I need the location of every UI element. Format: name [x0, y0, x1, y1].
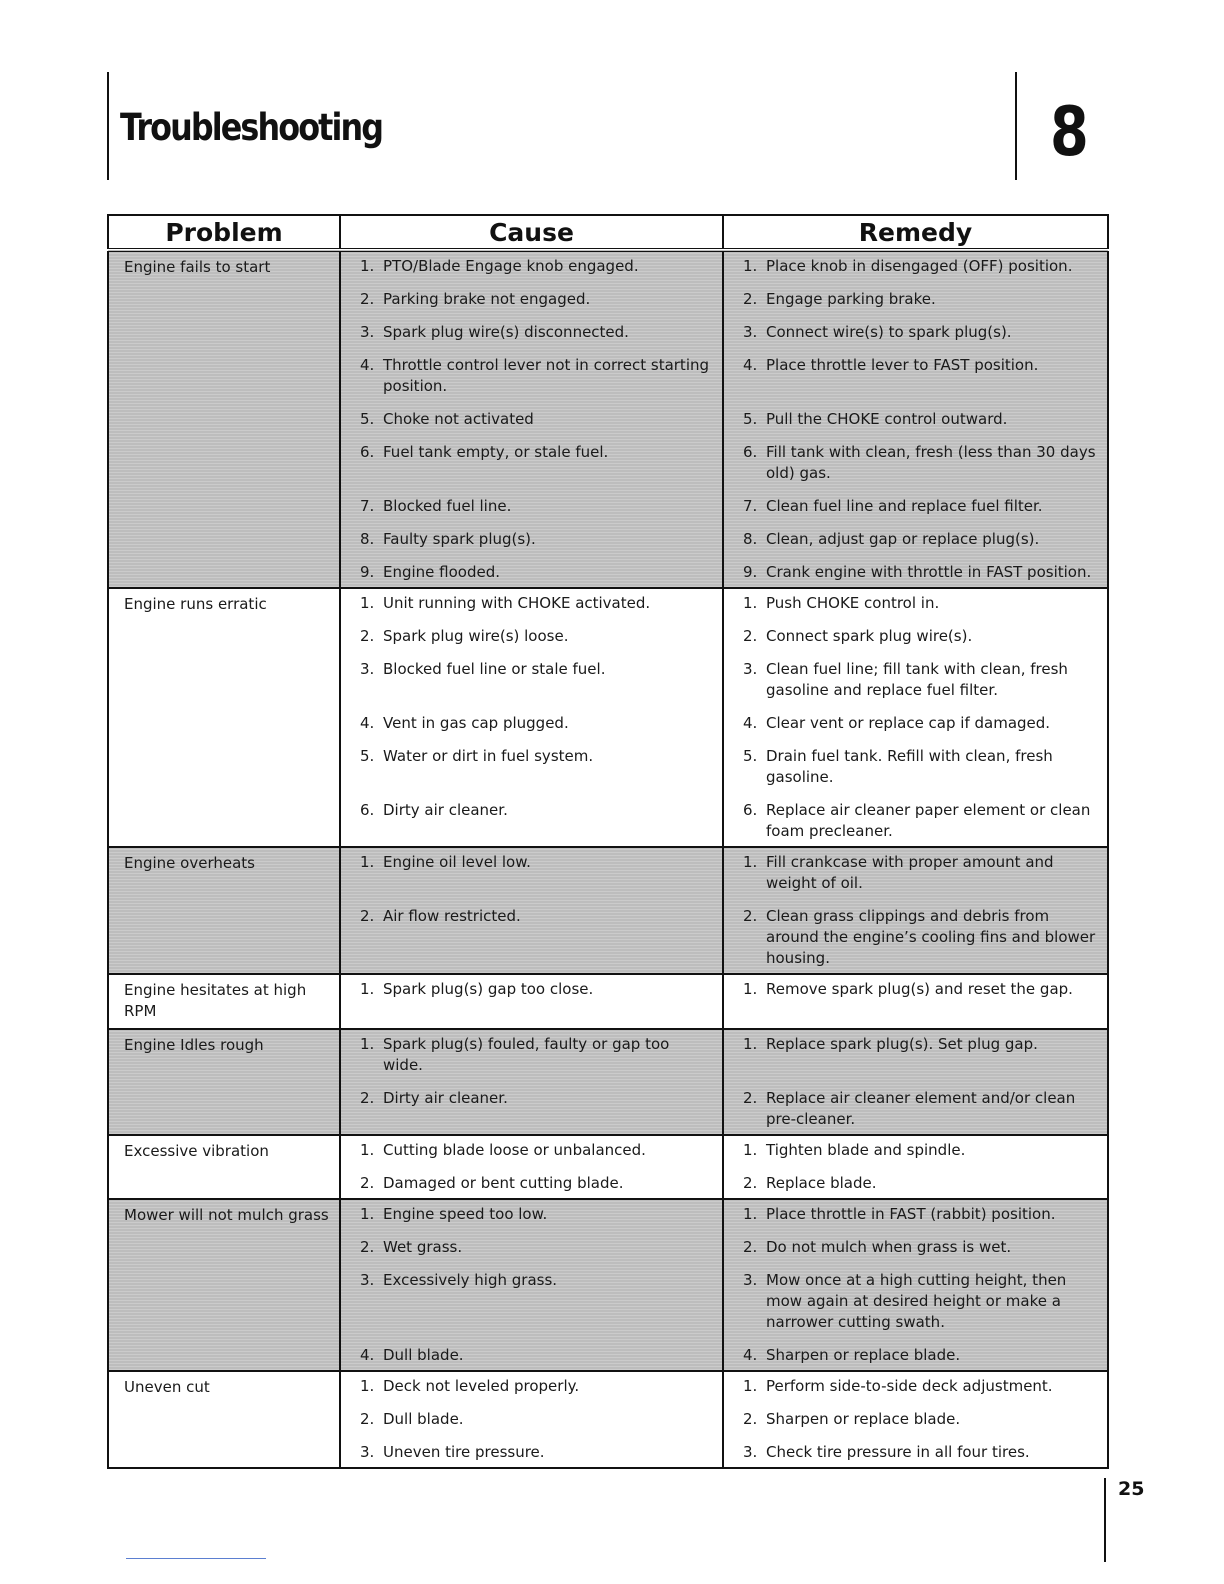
item-number: 1. — [743, 1377, 758, 1395]
cause-item — [360, 1442, 712, 1463]
problem-cell — [108, 1135, 340, 1199]
item-number: 1. — [743, 1205, 758, 1223]
problem-text: Engine hesitates at high RPM — [124, 981, 307, 1020]
remedy-text: Clean, adjust gap or replace plug(s). — [766, 530, 1040, 548]
remedy-cell — [723, 1199, 1108, 1371]
item-number: 1. — [743, 980, 758, 998]
cause-item — [360, 1409, 712, 1430]
remedy-item — [743, 1140, 1097, 1161]
remedy-list — [724, 975, 1107, 1004]
item-number: 2. — [360, 1410, 375, 1428]
item-number: 3. — [743, 660, 758, 678]
item-number: 1. — [743, 594, 758, 612]
remedy-list — [724, 1372, 1107, 1467]
item-number: 6. — [743, 443, 758, 461]
remedy-item — [743, 800, 1097, 842]
remedy-text: Place throttle in FAST (rabbit) position. — [766, 1205, 1056, 1223]
column-header-remedy: Remedy — [723, 215, 1108, 250]
problem-cell — [108, 847, 340, 974]
item-number: 2. — [743, 1410, 758, 1428]
item-number: 7. — [360, 497, 375, 515]
remedy-text: Drain fuel tank. Refill with clean, fresh gasoline. — [766, 747, 1053, 786]
remedy-item — [743, 593, 1097, 614]
problem-cell — [108, 588, 340, 847]
cause-list — [341, 1030, 722, 1134]
cause-cell — [340, 1199, 723, 1371]
remedy-item — [743, 1173, 1097, 1194]
remedy-text: Clean fuel line; fill tank with clean, fresh gasoline and replace fuel filter. — [766, 660, 1068, 699]
remedy-text: Replace spark plug(s). Set plug gap. — [766, 1035, 1038, 1053]
cause-item — [360, 289, 712, 310]
table-row — [108, 1199, 1108, 1371]
remedy-text: Mow once at a high cutting height, then mow again at desired height or make a narrower cutting swath. — [766, 1271, 1067, 1331]
table-body — [108, 250, 1108, 1468]
remedy-text: Clean grass clippings and debris from around the engine’s cooling fins and blower housing. — [766, 907, 1096, 967]
remedy-text: Clean fuel line and replace fuel filter. — [766, 497, 1043, 515]
cause-list — [341, 589, 722, 846]
cause-item — [360, 355, 712, 397]
cause-item — [360, 529, 712, 550]
item-number: 3. — [743, 1271, 758, 1289]
cause-text: Engine oil level low. — [383, 853, 531, 871]
cause-text: Spark plug wire(s) loose. — [383, 627, 569, 645]
cause-item — [360, 979, 712, 1000]
cause-item — [360, 1140, 712, 1161]
cause-text: Blocked fuel line. — [383, 497, 512, 515]
remedy-cell — [723, 588, 1108, 847]
remedy-item — [743, 562, 1097, 583]
troubleshooting-table — [107, 214, 1109, 1469]
item-number: 3. — [360, 323, 375, 341]
remedy-item — [743, 626, 1097, 647]
remedy-item — [743, 1034, 1097, 1076]
remedy-text: Fill tank with clean, fresh (less than 30 days old) gas. — [766, 443, 1096, 482]
remedy-cell — [723, 974, 1108, 1029]
problem-cell — [108, 1371, 340, 1468]
item-number: 1. — [743, 853, 758, 871]
cause-text: Uneven tire pressure. — [383, 1443, 545, 1461]
cause-item — [360, 713, 712, 734]
item-number: 1. — [360, 1377, 375, 1395]
problem-cell — [108, 250, 340, 588]
remedy-text: Connect wire(s) to spark plug(s). — [766, 323, 1012, 341]
remedy-item — [743, 659, 1097, 701]
item-number: 2. — [743, 1174, 758, 1192]
remedy-text: Place knob in disengaged (OFF) position. — [766, 257, 1073, 275]
problem-cell — [108, 1029, 340, 1135]
item-number: 2. — [360, 1174, 375, 1192]
cause-text: Spark plug wire(s) disconnected. — [383, 323, 629, 341]
item-number: 4. — [743, 356, 758, 374]
item-number: 9. — [743, 563, 758, 581]
item-number: 8. — [360, 530, 375, 548]
item-number: 4. — [743, 714, 758, 732]
item-number: 1. — [360, 1205, 375, 1223]
remedy-item — [743, 1442, 1097, 1463]
footer-line — [126, 1558, 266, 1559]
item-number: 1. — [360, 1035, 375, 1053]
cause-cell — [340, 847, 723, 974]
cause-text: Unit running with CHOKE activated. — [383, 594, 651, 612]
item-number: 2. — [743, 627, 758, 645]
remedy-list — [724, 252, 1107, 587]
cause-text: Dirty air cleaner. — [383, 801, 508, 819]
item-number: 1. — [360, 594, 375, 612]
table-row — [108, 250, 1108, 588]
remedy-text: Fill crankcase with proper amount and weight of oil. — [766, 853, 1054, 892]
remedy-item — [743, 1088, 1097, 1130]
cause-cell — [340, 974, 723, 1029]
table-header-row — [108, 215, 1108, 250]
cause-list — [341, 848, 722, 973]
item-number: 3. — [360, 1443, 375, 1461]
cause-text: Wet grass. — [383, 1238, 463, 1256]
cause-item — [360, 1173, 712, 1194]
remedy-item — [743, 1270, 1097, 1333]
remedy-text: Sharpen or replace blade. — [766, 1346, 961, 1364]
remedy-text: Check tire pressure in all four tires. — [766, 1443, 1030, 1461]
chapter-number: 8 — [1050, 93, 1089, 172]
remedy-cell — [723, 1029, 1108, 1135]
remedy-item — [743, 289, 1097, 310]
cause-item — [360, 1237, 712, 1258]
item-number: 9. — [360, 563, 375, 581]
item-number: 1. — [360, 980, 375, 998]
remedy-list — [724, 1136, 1107, 1198]
problem-text: Engine overheats — [124, 854, 255, 872]
remedy-item — [743, 852, 1097, 894]
item-number: 4. — [360, 356, 375, 374]
remedy-item — [743, 746, 1097, 788]
item-number: 2. — [360, 290, 375, 308]
cause-text: Vent in gas cap plugged. — [383, 714, 569, 732]
cause-text: Air flow restricted. — [383, 907, 521, 925]
cause-item — [360, 562, 712, 583]
cause-cell — [340, 1371, 723, 1468]
item-number: 4. — [360, 1346, 375, 1364]
remedy-item — [743, 1376, 1097, 1397]
remedy-text: Pull the CHOKE control outward. — [766, 410, 1008, 428]
problem-cell — [108, 1199, 340, 1371]
cause-cell — [340, 1135, 723, 1199]
remedy-cell — [723, 847, 1108, 974]
item-number: 2. — [360, 1238, 375, 1256]
cause-text: Dull blade. — [383, 1410, 464, 1428]
table-row — [108, 1029, 1108, 1135]
remedy-text: Sharpen or replace blade. — [766, 1410, 961, 1428]
item-number: 2. — [743, 290, 758, 308]
cause-item — [360, 1270, 712, 1333]
remedy-text: Push CHOKE control in. — [766, 594, 940, 612]
remedy-item — [743, 442, 1097, 484]
table-row — [108, 847, 1108, 974]
item-number: 3. — [743, 323, 758, 341]
cause-item — [360, 496, 712, 517]
problem-text: Engine Idles rough — [124, 1036, 264, 1054]
remedy-item — [743, 713, 1097, 734]
remedy-item — [743, 322, 1097, 343]
cause-text: Dirty air cleaner. — [383, 1089, 508, 1107]
remedy-item — [743, 409, 1097, 430]
remedy-item — [743, 496, 1097, 517]
cause-text: Spark plug(s) fouled, faulty or gap too wide. — [383, 1035, 670, 1074]
page-number-rule — [1104, 1478, 1106, 1562]
table-row — [108, 588, 1108, 847]
remedy-text: Connect spark plug wire(s). — [766, 627, 973, 645]
cause-text: Excessively high grass. — [383, 1271, 558, 1289]
cause-item — [360, 409, 712, 430]
cause-item — [360, 322, 712, 343]
item-number: 3. — [360, 1271, 375, 1289]
item-number: 2. — [360, 907, 375, 925]
cause-text: Water or dirt in fuel system. — [383, 747, 594, 765]
cause-list — [341, 252, 722, 587]
table-row — [108, 1135, 1108, 1199]
item-number: 5. — [360, 747, 375, 765]
cause-item — [360, 442, 712, 484]
remedy-list — [724, 1200, 1107, 1370]
cause-text: Engine flooded. — [383, 563, 501, 581]
item-number: 1. — [360, 1141, 375, 1159]
cause-text: Blocked fuel line or stale fuel. — [383, 660, 606, 678]
cause-list — [341, 1372, 722, 1467]
cause-list — [341, 1136, 722, 1198]
cause-list — [341, 1200, 722, 1370]
problem-text: Uneven cut — [124, 1378, 210, 1396]
remedy-text: Crank engine with throttle in FAST position. — [766, 563, 1092, 581]
item-number: 2. — [360, 1089, 375, 1107]
item-number: 5. — [360, 410, 375, 428]
page-title: Troubleshooting — [120, 106, 383, 149]
remedy-text: Clear vent or replace cap if damaged. — [766, 714, 1051, 732]
item-number: 8. — [743, 530, 758, 548]
remedy-text: Replace air cleaner element and/or clean pre-cleaner. — [766, 1089, 1076, 1128]
remedy-text: Engage parking brake. — [766, 290, 936, 308]
item-number: 2. — [360, 627, 375, 645]
item-number: 5. — [743, 747, 758, 765]
remedy-item — [743, 256, 1097, 277]
cause-item — [360, 800, 712, 842]
cause-item — [360, 256, 712, 277]
item-number: 6. — [360, 443, 375, 461]
item-number: 2. — [743, 1089, 758, 1107]
cause-item — [360, 659, 712, 701]
item-number: 7. — [743, 497, 758, 515]
remedy-list — [724, 848, 1107, 973]
remedy-text: Perform side-to-side deck adjustment. — [766, 1377, 1053, 1395]
remedy-item — [743, 1204, 1097, 1225]
cause-item — [360, 746, 712, 788]
item-number: 3. — [743, 1443, 758, 1461]
cause-cell — [340, 1029, 723, 1135]
cause-item — [360, 1345, 712, 1366]
remedy-item — [743, 979, 1097, 1000]
problem-text: Engine fails to start — [124, 258, 271, 276]
item-number: 1. — [360, 853, 375, 871]
cause-text: Engine speed too low. — [383, 1205, 548, 1223]
cause-item — [360, 1088, 712, 1130]
item-number: 5. — [743, 410, 758, 428]
cause-cell — [340, 588, 723, 847]
cause-item — [360, 1376, 712, 1397]
item-number: 1. — [743, 1141, 758, 1159]
cause-item — [360, 906, 712, 969]
item-number: 2. — [743, 1238, 758, 1256]
problem-text: Engine runs erratic — [124, 595, 267, 613]
cause-text: Damaged or bent cutting blade. — [383, 1174, 624, 1192]
remedy-cell — [723, 250, 1108, 588]
remedy-item — [743, 906, 1097, 969]
cause-item — [360, 1204, 712, 1225]
remedy-item — [743, 1409, 1097, 1430]
table-row — [108, 1371, 1108, 1468]
page-number: 25 — [1118, 1478, 1145, 1500]
remedy-text: Place throttle lever to FAST position. — [766, 356, 1039, 374]
cause-text: Deck not leveled properly. — [383, 1377, 580, 1395]
problem-text: Excessive vibration — [124, 1142, 269, 1160]
remedy-text: Do not mulch when grass is wet. — [766, 1238, 1012, 1256]
cause-item — [360, 852, 712, 894]
item-number: 4. — [743, 1346, 758, 1364]
header-right-rule — [1015, 72, 1017, 180]
cause-text: Cutting blade loose or unbalanced. — [383, 1141, 646, 1159]
header-left-rule — [107, 72, 109, 180]
item-number: 1. — [743, 257, 758, 275]
cause-item — [360, 626, 712, 647]
remedy-text: Remove spark plug(s) and reset the gap. — [766, 980, 1073, 998]
cause-text: Parking brake not engaged. — [383, 290, 591, 308]
remedy-text: Replace blade. — [766, 1174, 877, 1192]
cause-list — [341, 975, 722, 1004]
item-number: 1. — [360, 257, 375, 275]
item-number: 3. — [360, 660, 375, 678]
column-header-problem: Problem — [108, 215, 340, 250]
cause-item — [360, 593, 712, 614]
cause-text: PTO/Blade Engage knob engaged. — [383, 257, 639, 275]
item-number: 2. — [743, 907, 758, 925]
remedy-list — [724, 1030, 1107, 1134]
cause-text: Fuel tank empty, or stale fuel. — [383, 443, 609, 461]
cause-text: Spark plug(s) gap too close. — [383, 980, 594, 998]
remedy-item — [743, 1345, 1097, 1366]
item-number: 6. — [360, 801, 375, 819]
cause-item — [360, 1034, 712, 1076]
table-row — [108, 974, 1108, 1029]
remedy-text: Replace air cleaner paper element or clean foam precleaner. — [766, 801, 1091, 840]
remedy-item — [743, 1237, 1097, 1258]
remedy-text: Tighten blade and spindle. — [766, 1141, 966, 1159]
problem-cell — [108, 974, 340, 1029]
problem-text: Mower will not mulch grass — [124, 1206, 329, 1224]
remedy-item — [743, 529, 1097, 550]
item-number: 4. — [360, 714, 375, 732]
cause-text: Choke not activated — [383, 410, 534, 428]
cause-text: Throttle control lever not in correct starting position. — [383, 356, 710, 395]
item-number: 6. — [743, 801, 758, 819]
cause-text: Dull blade. — [383, 1346, 464, 1364]
item-number: 1. — [743, 1035, 758, 1053]
remedy-item — [743, 355, 1097, 397]
cause-text: Faulty spark plug(s). — [383, 530, 536, 548]
column-header-cause: Cause — [340, 215, 723, 250]
remedy-cell — [723, 1371, 1108, 1468]
remedy-cell — [723, 1135, 1108, 1199]
cause-cell — [340, 250, 723, 588]
remedy-list — [724, 589, 1107, 846]
